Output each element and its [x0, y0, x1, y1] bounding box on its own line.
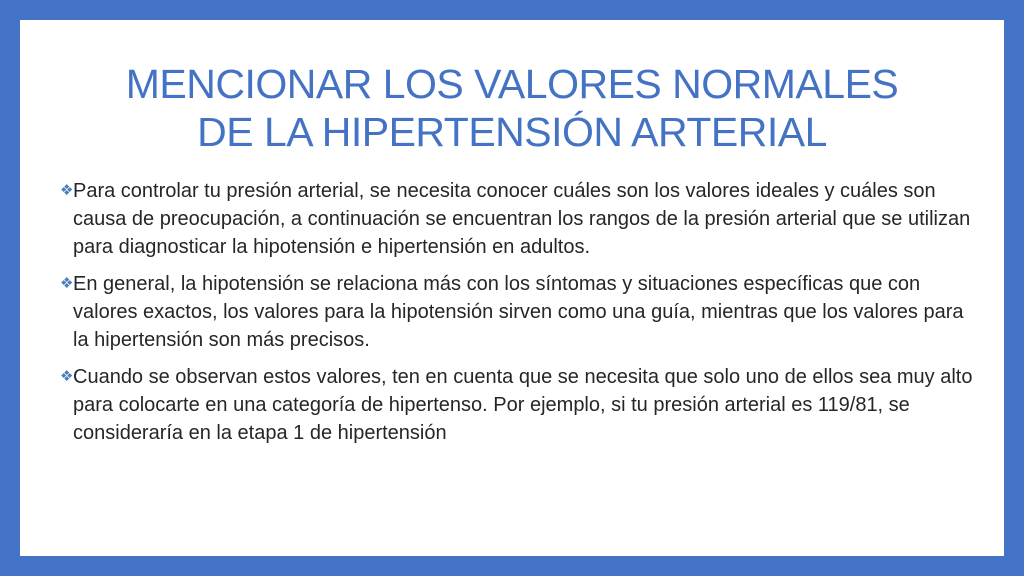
bullet-text: En general, la hipotensión se relaciona más con los síntomas y situaciones específicas que con valores exactos, los valores para la hipotensión sirven como una guía, mientras que los valores para la hipertensión son más precisos. — [73, 273, 964, 351]
bullet-text: Cuando se observan estos valores, ten en cuenta que se necesita que solo uno de ellos sea muy alto para colocarte en una categoría de hipertenso. Por ejemplo, si tu presión arterial es 119/81, se consideraría en la etapa 1 de hipertensión — [73, 366, 973, 444]
bullet-text: Para controlar tu presión arterial, se necesita conocer cuáles son los valores ideales y cuáles son causa de preocupación, a continuación se encuentran los rangos de la presión arterial que se utilizan para diagnosticar la hipotensión e hipertensión en adultos. — [73, 180, 971, 258]
title-line-2: DE LA HIPERTENSIÓN ARTERIAL — [197, 109, 827, 155]
slide-title — [20, 60, 1004, 156]
diamond-bullet-icon: ❖ — [60, 182, 74, 199]
bullet-list — [60, 177, 980, 456]
diamond-bullet-icon: ❖ — [60, 275, 74, 292]
diamond-bullet-icon: ❖ — [60, 368, 74, 385]
bullet-item — [60, 363, 980, 447]
title-line-1: MENCIONAR LOS VALORES NORMALES — [125, 61, 899, 107]
bullet-item — [60, 270, 980, 354]
bullet-item — [60, 177, 980, 261]
slide — [20, 20, 1004, 556]
